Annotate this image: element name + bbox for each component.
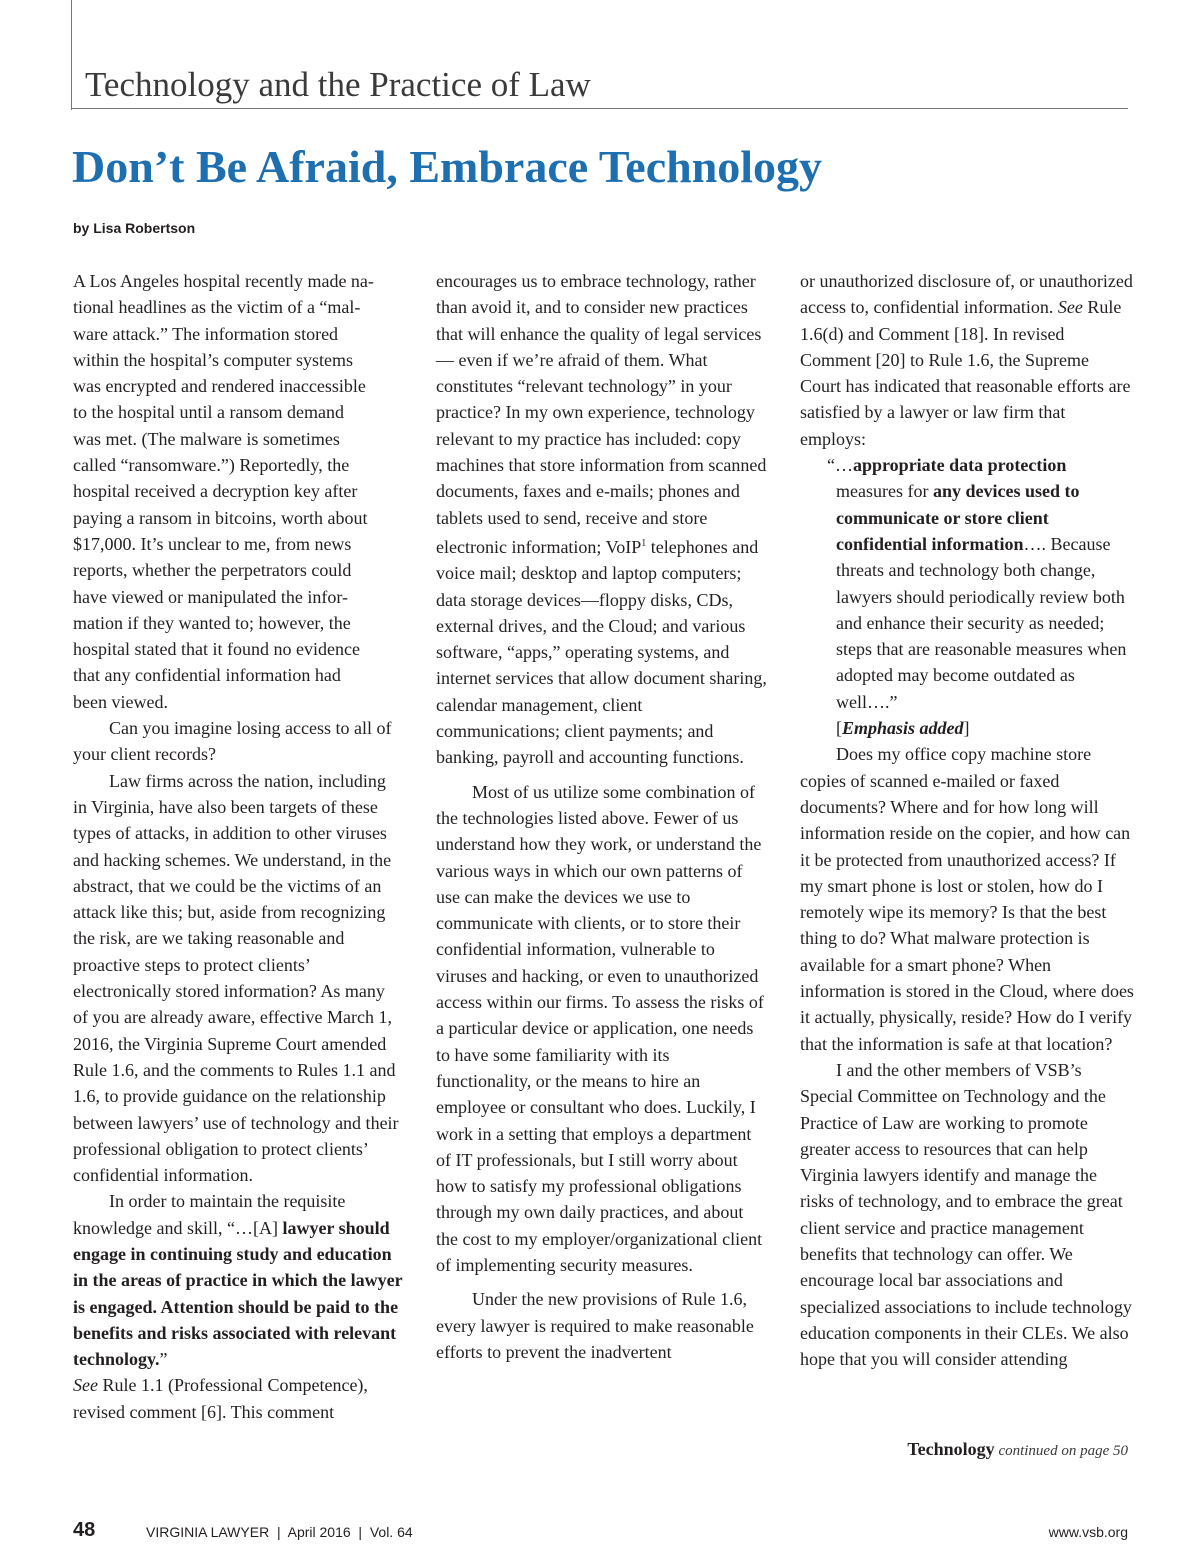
continued-notice	[800, 1437, 1128, 1463]
text-line: paying a ransom in bitcoins, worth about	[73, 507, 368, 528]
bracket: [	[836, 718, 842, 739]
paragraph-text: Rule 1.6(d) and Comment [18]. In revised Comment [20] to Rule 1.6, the Supreme Court has indicated that reasonable efforts are satisfied by a lawyer or law firm that employs:	[800, 297, 1131, 449]
quote-bold: any devices used to communicate or store client confidential information	[836, 481, 1080, 554]
rule-quote-bold: lawyer should engage in continuing study and education in the areas of practice in which the lawyer is engaged. Attention should be paid to the benefits and risks associated with relevant technology.	[73, 1217, 403, 1370]
footnote-marker: 1	[641, 537, 647, 549]
paragraph	[436, 268, 768, 771]
quote-close: ”	[159, 1349, 168, 1370]
bracket: ]	[963, 718, 970, 739]
text-line: A Los Angeles hospital recently made na-	[73, 271, 374, 291]
paragraph: Under the new provisions of Rule 1.6, every lawyer is required to make reasonable efforts to prevent the inadvertent	[436, 1289, 754, 1362]
header-horizontal-rule	[71, 108, 1128, 109]
text-line: have viewed or manipulated the infor-	[73, 586, 349, 607]
paragraph-text: In order to maintain the requisite knowledge and skill, “…[A]	[73, 1191, 346, 1238]
paragraph: Does my office copy machine store copies of scanned e-mailed or faxed documents? Where and for how long will information reside on the copier, and how can it be protected from unauthorized access? If my smart phone is lost or stolen, how do I remotely wipe its memory? Is that the best thing to do? What malware protection is available for a smart phone? When information is stored in the Cloud, where does it actually, physically, reside? How do I verify that the information is safe at that location?	[800, 744, 1134, 1054]
continued-label: Technology	[907, 1439, 995, 1459]
see-citation: See	[1057, 297, 1083, 318]
article-headline: Don’t Be Afraid, Embrace Technology	[72, 141, 823, 192]
text-line: called “ransomware.”) Reportedly, the	[73, 455, 350, 476]
continued-text: continued on page 50	[994, 1443, 1128, 1459]
text-line: hospital received a decryption key after	[73, 481, 358, 502]
quote-text: measures for	[836, 481, 933, 502]
text-line: within the hospital’s computer systems	[73, 349, 353, 370]
paragraph-text: telephones and voice mail; desktop and laptop computers; data storage devices—floppy disks, CDs, external drives, and the Cloud; and various software, “apps,” operating systems, and internet services that allow document sharing, calendar management, client communications; client payments; and banking, payroll and accounting functions.	[436, 536, 767, 768]
paragraph	[73, 1188, 403, 1425]
text-line: to the hospital until a ransom demand	[73, 402, 344, 423]
article-column-2	[436, 268, 768, 1365]
page-number: 48	[73, 1519, 96, 1541]
paragraph-text: encourages us to embrace technology, rather than avoid it, and to consider new practices that will enhance the quality of legal services — even if we’re afraid of them. What constitutes “relevant technology” in your practice? In my own experience, technology relevant to my practice has included: copy machines that store information from scanned documents, faxes and e-mails; phones and tablets used to send, receive and store electronic information; VoIP	[436, 271, 767, 557]
text-line: ware attack.” The information stored	[73, 323, 339, 344]
website-link[interactable]: www.vsb.org	[1048, 1524, 1128, 1540]
section-title: Technology and the Practice of Law	[85, 65, 591, 104]
header-vertical-rule	[71, 0, 72, 110]
quote-bold: appropriate data protection	[853, 455, 1067, 476]
paragraph-text: Rule 1.1 (Professional Competence), revised comment [6]. This comment	[73, 1375, 368, 1422]
publication-info: VIRGINIA LAWYER | April 2016 | Vol. 64	[146, 1524, 413, 1540]
paragraph-text: or unauthorized disclosure of, or unauthorized access to, confidential information.	[800, 271, 1133, 318]
text-line: been viewed.	[73, 691, 168, 712]
text-line: mation if they wanted to; however, the	[73, 612, 351, 633]
text-line: reports, whether the perpetrators could	[73, 560, 352, 581]
emphasis-note: Emphasis added	[842, 718, 964, 739]
paragraph	[800, 268, 1134, 452]
text-line: was encrypted and rendered inaccessible	[73, 376, 366, 397]
article-column-1	[73, 268, 403, 1425]
paragraph: Law firms across the nation, including in Virginia, have also been targets of these types of attacks, in addition to other viruses and hacking schemes. We understand, in the abstract, that we could be the victims of an attack like this; but, aside from recognizing the risk, are we taking reasonable and proactive steps to protect clients’ electronically stored information? As many of you are already aware, effective March 1, 2016, the Virginia Supreme Court amended Rule 1.6, and the comments to Rules 1.1 and 1.6, to provide guidance on the relationship between lawyers’ use of technology and their professional obligation to protect clients’ confidential information.	[73, 770, 399, 1186]
byline: by Lisa Robertson	[73, 220, 196, 236]
paragraph: I and the other members of VSB’s Special Committee on Technology and the Practice of Law are working to promote greater access to resources that can help Virginia lawyers identify and manage the risks of technology, and to embrace the great client service and practice management benefits that technology can offer. We encourage local bar associations and specialized associations to include technology education components in their CLEs. We also hope that you will consider attending	[800, 1059, 1132, 1370]
paragraph: Most of us utilize some combination of the technologies listed above. Fewer of us understand how they work, or understand the various ways in which our own patterns of use can make the devices we use to communicate with clients, or to store their confidential information, vulnerable to viruses and hacking, or even to unauthorized access within our firms. To assess the risks of a particular device or application, one needs to have some familiarity with its functionality, or the means to hire an employee or consultant who does. Luckily, I work in a setting that employs a department of IT professionals, but I still worry about how to satisfy my professional obligations through my own daily practices, and about the cost to my employer/organizational client of implementing security measures.	[436, 781, 764, 1275]
text-line: that any confidential information had	[73, 665, 341, 686]
text-line: tional headlines as the victim of a “mal-	[73, 297, 361, 318]
quote-text: …. Because threats and technology both change, lawyers should periodically review both and enhance their security as needed; steps that are reasonable measures when adopted may become outdated as well….”	[836, 533, 1127, 712]
block-quote	[800, 452, 1134, 741]
text-line: was met. (The malware is sometimes	[73, 428, 340, 449]
text-line: hospital stated that it found no evidence	[73, 639, 360, 660]
paragraph: Can you imagine losing access to all of your client records?	[73, 718, 392, 765]
see-citation: See	[73, 1375, 98, 1396]
article-column-3	[800, 268, 1134, 1372]
quote-open: “…	[827, 455, 853, 476]
text-line: $17,000. It’s unclear to me, from news	[73, 533, 352, 554]
